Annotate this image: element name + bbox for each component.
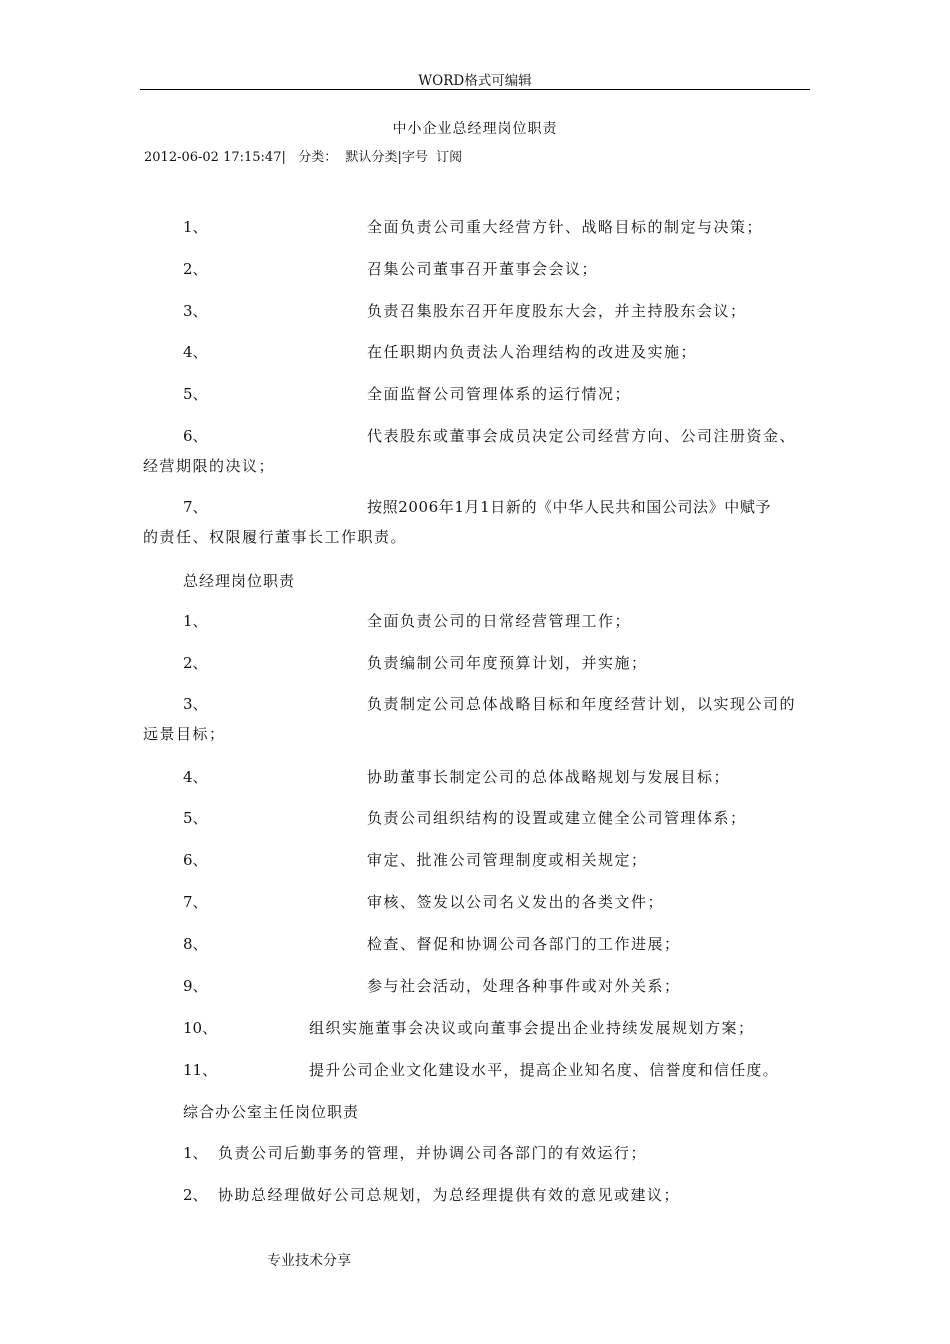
item-number: 10、 bbox=[183, 1019, 218, 1037]
item-number: 5、 bbox=[183, 385, 208, 403]
item-text: 负责编制公司年度预算计划，并实施； bbox=[367, 654, 648, 672]
post-meta: 2012-06-02 17:15:47| 分类： 默认分类|字号 订阅 bbox=[144, 150, 463, 165]
item-number: 11、 bbox=[183, 1061, 218, 1079]
page-header: WORD格式可编辑 bbox=[418, 73, 532, 89]
section-title-office: 综合办公室主任岗位职责 bbox=[183, 1103, 360, 1121]
item-text: 按照2006年1月1日新的《中华人民共和国公司法》中赋予 bbox=[367, 498, 772, 516]
header-rule bbox=[140, 89, 810, 90]
item-text: 全面负责公司重大经营方针、战略目标的制定与决策； bbox=[367, 218, 764, 236]
item-text: 协助董事长制定公司的总体战略规划与发展目标； bbox=[367, 768, 731, 786]
item-text: 提升公司企业文化建设水平，提高企业知名度、信誉度和信任度。 bbox=[309, 1061, 779, 1079]
item-continuation-text: 远景目标； bbox=[143, 725, 226, 743]
item-number: 3、 bbox=[183, 302, 208, 320]
item-text: 协助总经理做好公司总规划，为总经理提供有效的意见或建议； bbox=[218, 1186, 681, 1204]
item-number: 9、 bbox=[183, 977, 208, 995]
document-title: 中小企业总经理岗位职责 bbox=[392, 121, 558, 137]
item-number: 3、 bbox=[183, 695, 208, 713]
item-number: 5、 bbox=[183, 809, 208, 827]
page-footer: 专业技术分享 bbox=[267, 1253, 351, 1269]
section-title-gm: 总经理岗位职责 bbox=[183, 572, 296, 590]
item-text: 组织实施董事会决议或向董事会提出企业持续发展规划方案； bbox=[309, 1019, 755, 1037]
item-text: 审定、批准公司管理制度或相关规定； bbox=[367, 851, 648, 869]
item-text: 负责公司后勤事务的管理，并协调公司各部门的有效运行； bbox=[218, 1144, 648, 1162]
item-number: 2、 bbox=[183, 1186, 208, 1204]
item-text: 审核、签发以公司名义发出的各类文件； bbox=[367, 893, 665, 911]
item-number: 7、 bbox=[183, 893, 208, 911]
item-text: 负责公司组织结构的设置或建立健全公司管理体系； bbox=[367, 809, 747, 827]
item-number: 1、 bbox=[183, 218, 208, 236]
item-continuation-text: 的责任、权限履行董事长工作职责。 bbox=[143, 528, 408, 546]
item-number: 7、 bbox=[183, 498, 208, 516]
item-number: 1、 bbox=[183, 1144, 208, 1162]
item-number: 6、 bbox=[183, 851, 208, 869]
item-number: 2、 bbox=[183, 654, 208, 672]
item-text: 参与社会活动，处理各种事件或对外关系； bbox=[367, 977, 681, 995]
item-number: 4、 bbox=[183, 768, 208, 786]
item-text: 在任职期内负责法人治理结构的改进及实施； bbox=[367, 343, 698, 361]
item-number: 1、 bbox=[183, 612, 208, 630]
item-text: 检查、督促和协调公司各部门的工作进展； bbox=[367, 935, 681, 953]
item-number: 6、 bbox=[183, 427, 208, 445]
item-continuation-text: 经营期限的决议； bbox=[143, 457, 276, 475]
item-text: 全面监督公司管理体系的运行情况； bbox=[367, 385, 632, 403]
item-number: 4、 bbox=[183, 343, 208, 361]
item-text: 全面负责公司的日常经营管理工作； bbox=[367, 612, 632, 630]
item-number: 2、 bbox=[183, 260, 208, 278]
item-text: 召集公司董事召开董事会会议； bbox=[367, 260, 599, 278]
item-text: 负责制定公司总体战略目标和年度经营计划，以实现公司的 bbox=[367, 695, 797, 713]
item-text: 负责召集股东召开年度股东大会，并主持股东会议； bbox=[367, 302, 747, 320]
item-text: 代表股东或董事会成员决定公司经营方向、公司注册资金、 bbox=[367, 427, 797, 445]
item-number: 8、 bbox=[183, 935, 208, 953]
